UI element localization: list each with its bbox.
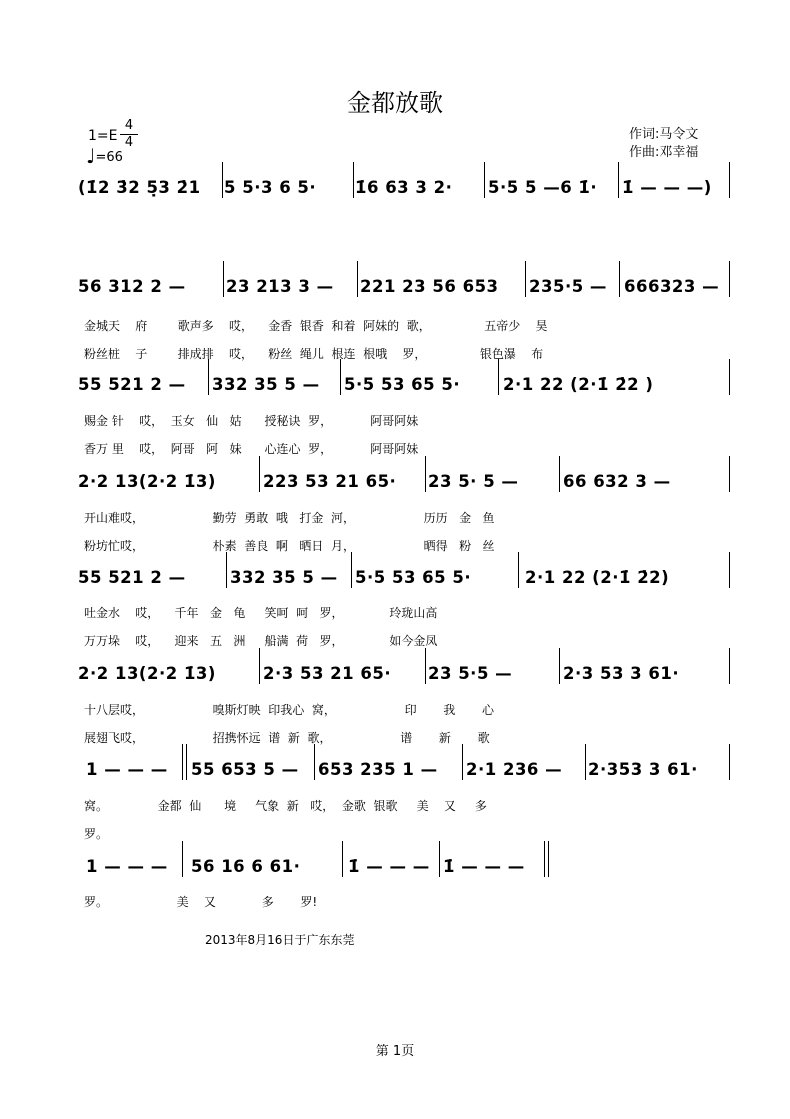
lyric-line: 窝。 金都 仙 境 气象 新 哎， 金歌 银歌 美 又 多: [84, 799, 487, 813]
barline: [544, 841, 545, 877]
barline: [182, 744, 183, 780]
quarter-note-icon: ♩: [86, 144, 96, 168]
measure: 2·1 22 (2·1̇ 2̇2 ): [503, 375, 654, 394]
measure: 2·1 236 —: [466, 760, 563, 779]
barline: [548, 841, 549, 877]
score-line: [78, 853, 734, 881]
page-title: 金都放歌: [347, 89, 443, 117]
measure: 2·353 3 61·: [588, 760, 698, 779]
barline: [425, 456, 426, 492]
barline: [729, 162, 730, 198]
lyric-line: 粉丝桩 子 排成排 哎， 粉丝 绳儿 根连 根哦 罗， 银色瀑 布: [84, 347, 544, 361]
credits: [629, 126, 698, 162]
tempo-value: =66: [95, 150, 123, 165]
barline: [351, 552, 352, 588]
barline: [618, 162, 619, 198]
measure: 55 653 5 —: [191, 760, 299, 779]
barline: [585, 744, 586, 780]
barline: [186, 744, 187, 780]
measure: 235·5 —: [529, 277, 607, 296]
barline: [619, 261, 620, 297]
barline: [226, 552, 227, 588]
measure: 23 5·5 —: [428, 664, 513, 683]
barline: [342, 841, 343, 877]
measure: 332 35 5 —: [212, 375, 320, 394]
barline: [259, 648, 260, 684]
page-number: 第 1页: [375, 1044, 415, 1059]
measure: 5·5 53 65 5·: [344, 375, 461, 394]
measure: 66 632 3 —: [563, 472, 671, 491]
score-line: [78, 564, 734, 592]
measure: 56 312 2 —: [78, 277, 186, 296]
barline: [525, 261, 526, 297]
barline: [182, 841, 183, 877]
barline: [518, 552, 519, 588]
measure: 2·1 22 (2·1̇ 2̇2): [525, 568, 670, 587]
measure: 5·5 5 —6 1̇·: [488, 178, 598, 197]
measure: 332 35 5 —: [230, 568, 338, 587]
key-signature: 1=E: [88, 128, 118, 144]
measure: 666323 —: [624, 277, 720, 296]
score-line: [78, 174, 734, 202]
lyric-line: 展翅飞哎， 招携怀远 谱 新 歌， 谱 新 歌: [84, 731, 490, 745]
barline: [223, 261, 224, 297]
time-signature-top: 4: [124, 118, 134, 133]
measure: 1 — — —: [86, 857, 168, 876]
date-note: 2013年8月16日于广东东莞: [205, 933, 355, 947]
measure: 5·5 53 65 5·: [355, 568, 472, 587]
barline: [353, 162, 354, 198]
lyric-line: 开山难哎， 勤劳 勇敢 哦 打金 河， 历历 金 鱼: [84, 511, 495, 525]
barline: [439, 841, 440, 877]
barline: [259, 456, 260, 492]
measure: 1̇ — — —: [443, 857, 525, 876]
score-line: [78, 468, 734, 496]
measure: 1̇ — — —): [622, 178, 712, 197]
measure: 2·2 13(2·2 1̇3): [78, 664, 216, 683]
measure: 2·3 53 21 65·: [263, 664, 392, 683]
score-line: [78, 756, 734, 784]
barline: [559, 648, 560, 684]
measure: 23 5· 5 —: [428, 472, 519, 491]
lyric-line: 吐金水 哎， 千年 金 龟 笑呵 呵 罗， 玲珑山高: [84, 606, 438, 620]
measure: 55 521 2 —: [78, 375, 186, 394]
lyric-line: 粉坊忙哎， 朴素 善良 啊 晒日 月， 晒得 粉 丝: [84, 539, 495, 553]
measure: 1 — — —: [86, 760, 168, 779]
tempo-marking: [86, 144, 123, 168]
lyric-line: 罗。 美 又 多 罗!: [84, 895, 318, 909]
measure: 223 53 21 65·: [263, 472, 397, 491]
barline: [729, 261, 730, 297]
composer: 作曲:邓幸福: [629, 145, 699, 160]
lyric-line: 万万垛 哎， 迎来 五 洲 船满 荷 罗， 如今金凤: [84, 634, 438, 648]
measure: 653 235 1 —: [318, 760, 438, 779]
measure: (1̇2 3̇2 5̣3 2̇1: [78, 178, 201, 197]
barline: [729, 744, 730, 780]
time-signature: [120, 118, 138, 151]
barline: [425, 648, 426, 684]
barline: [729, 359, 730, 395]
measure: 1̇ — — —: [348, 857, 430, 876]
barline: [729, 552, 730, 588]
barline: [498, 359, 499, 395]
barline: [208, 359, 209, 395]
barline: [559, 456, 560, 492]
lyric-line: 香万 里 哎， 阿哥 阿 妹 心连心 罗， 阿哥阿妹: [84, 442, 419, 456]
barline: [484, 162, 485, 198]
score-line: [78, 660, 734, 688]
measure: 2·2 13(2·2 1̇3): [78, 472, 216, 491]
lyric-line: 罗。: [84, 827, 109, 841]
barline: [222, 162, 223, 198]
measure: 2·3 53 3 61·: [563, 664, 680, 683]
lyricist: 作词:马令文: [629, 127, 699, 142]
measure: 221 23 56 653: [360, 277, 499, 296]
measure: 1̇6 63 3 2·: [355, 178, 453, 197]
barline: [357, 261, 358, 297]
score-line: [78, 371, 734, 399]
measure: 55 521 2 —: [78, 568, 186, 587]
measure: 23 213 3 —: [226, 277, 334, 296]
lyric-line: 十八层哎， 嗅斯灯映 印我心 窝， 印 我 心: [84, 703, 494, 717]
lyric-line: 金城天 府 歌声多 哎， 金香 银香 和着 阿妹的 歌， 五帝少 昊: [84, 319, 548, 333]
measure: 5 5·3 6 5·: [224, 178, 317, 197]
measure: 56 16 6 61·: [191, 857, 301, 876]
barline: [729, 456, 730, 492]
barline: [340, 359, 341, 395]
barline: [314, 744, 315, 780]
lyric-line: 赐金 针 哎， 玉女 仙 姑 授秘诀 罗， 阿哥阿妹: [84, 414, 419, 428]
barline: [462, 744, 463, 780]
score-line: [78, 273, 734, 301]
barline: [729, 648, 730, 684]
time-signature-bottom: 4: [120, 134, 138, 151]
